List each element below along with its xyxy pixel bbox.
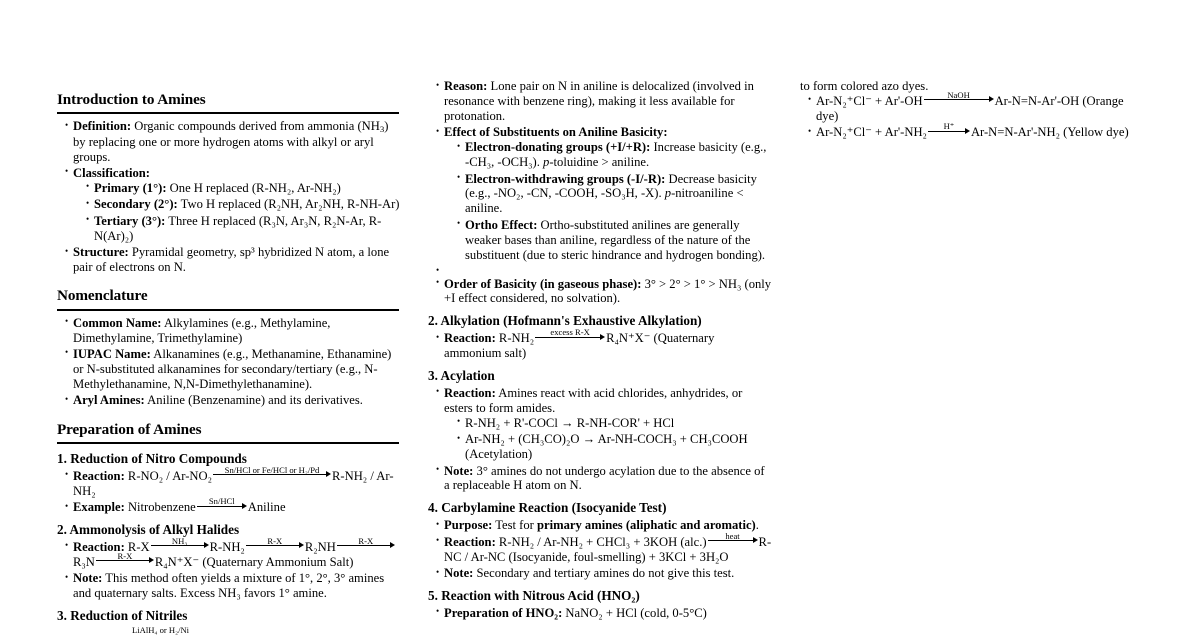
list-item-electron-withdrawing [457, 172, 773, 217]
reason-text: Lone pair on N in aniline is delocalized (involved in resonance with benzene ring), making it less available for protonation. [444, 79, 754, 123]
iupac-name-text: Alkanamines (e.g., Methanamine, Ethanamine) or N-substituted alkanamines for secondary/tertiary (e.g., N-Methylethanamine, N,N-Dimethylethanamine). [73, 346, 392, 391]
alkylation-list [428, 327, 773, 361]
reduction-nitro-list [57, 464, 401, 515]
tertiary-label: Tertiary (3°): [94, 213, 166, 228]
reaction-text: Amines react with acid chlorides, anhydrides, or esters to form amides. [444, 385, 743, 415]
reaction-step-3: R₃N [73, 554, 95, 569]
list-item-equation-1: • R-NH₂ + R'-COCl → R-NH-COR' + HCl [457, 416, 773, 431]
dye-reaction-arrow [928, 121, 970, 136]
list-item-purpose [436, 518, 773, 533]
section-heading-introduction: Introduction to Amines [57, 91, 206, 108]
purpose-text-end: . [755, 518, 759, 533]
common-name-text: Alkylamines (e.g., Methylamine, Dimethylamine, Trimethylamine) [73, 315, 331, 345]
reaction-label: Reaction: [444, 331, 496, 346]
list-item-tertiary [86, 214, 401, 244]
common-name-label: Common Name: [73, 315, 162, 330]
secondary-text: Two H replaced (R₂NH, Ar₂NH, R-NH-Ar) [177, 197, 400, 212]
carbylamine-list [428, 518, 773, 581]
section-heading-nomenclature: Nomenclature [57, 287, 148, 305]
list-item-orange-dye [808, 89, 1140, 124]
structure-text: Pyramidal geometry, sp³ hybridized N atom, a lone pair of electrons on N. [73, 245, 390, 274]
list-item-electron-donating [457, 140, 773, 170]
arrow-label: NaOH [947, 89, 970, 100]
reaction-arrow-1 [151, 535, 209, 551]
list-item-definition [65, 119, 401, 164]
arrow-label: R-X [267, 535, 283, 546]
reaction-arrow [535, 327, 605, 342]
definition-text-b: ) by replacing one or more hydrogen atoms with alkyl or aryl groups. [73, 119, 389, 164]
edg-italic-prefix: p [543, 155, 550, 170]
dye-product: Ar-N=N-Ar'-NH₂ (Yellow dye) [970, 125, 1129, 140]
arrow-shaft [535, 332, 605, 342]
dye-reaction-arrow [924, 89, 994, 105]
arrow-label: heat [725, 530, 740, 541]
reaction-reactant: R-NH₂ [498, 331, 535, 346]
reaction-arrow-4 [96, 550, 154, 566]
tertiary-text: Three H replaced (R₃N, Ar₃N, R₂N-Ar, R-N(Ar)₂) [94, 213, 382, 243]
list-item-structure [65, 245, 401, 275]
reaction-arrow [213, 464, 331, 480]
dye-reactant: Ar-N₂⁺Cl⁻ + Ar'-NH₂ [816, 125, 927, 140]
heading-rule [57, 309, 399, 311]
column-middle [428, 0, 773, 622]
classification-sublist [73, 181, 401, 244]
arrow-shaft [151, 541, 209, 551]
azo-dye-list [800, 89, 1140, 140]
ewg-text-b: -nitroaniline < aniline. [465, 186, 744, 216]
subheading-reduction-nitro: 1. Reduction of Nitro Compounds [57, 450, 247, 466]
list-item-note [436, 566, 773, 581]
reaction-step-4: R₄N⁺X⁻ (Quaternary Ammonium Salt) [154, 554, 354, 569]
list-item-preparation [436, 606, 773, 621]
arrow-shaft [96, 556, 154, 566]
acylation-equations [444, 416, 773, 462]
reaction-label: Reaction: [444, 534, 496, 549]
arrow-shaft [924, 95, 994, 105]
subheading-carbylamine: 4. Carbylamine Reaction (Isocyanide Test) [428, 500, 667, 516]
ortho-text: Ortho-substituted anilines are generally weaker bases than aniline, regardless of the nature of the substituent (due to steric hindrance and hydrogen bonding). [465, 217, 766, 262]
nomenclature-list [57, 316, 401, 409]
edg-text-a: Increase basicity (e.g., -CH₃, -OCH₃). [465, 140, 767, 170]
ammonolysis-list [57, 535, 401, 601]
reaction-step-1: R-NH₂ [209, 539, 245, 554]
list-item-iupac-name [65, 347, 401, 392]
nitrous-acid-list [428, 606, 773, 621]
aryl-amines-text: Aniline (Benzenamine) and its derivatives. [144, 393, 363, 408]
list-item-substituent-effect [436, 125, 773, 262]
definition-subscript: 3 [379, 124, 385, 135]
arrow-label: R-X [117, 550, 133, 561]
primary-text: One H replaced (R-NH₂, Ar-NH₂) [166, 180, 341, 195]
list-item-reaction [65, 535, 401, 570]
reaction-arrow-label: Sn/HCl or Fe/HCl or H₂/Pd [224, 464, 320, 475]
order-label: Order of Basicity (in gaseous phase): [444, 276, 642, 291]
iupac-name-label: IUPAC Name: [73, 346, 151, 361]
reason-label: Reason: [444, 79, 488, 93]
substituent-sublist [444, 140, 773, 262]
note-text: 3° amines do not undergo acylation due to the absence of a replaceable H atom on N. [444, 463, 765, 493]
list-item-yellow-dye [808, 121, 1140, 140]
list-item-reaction [65, 464, 401, 499]
section-heading-preparation: Preparation of Amines [57, 420, 202, 438]
introduction-list [57, 119, 401, 275]
purpose-text: Test for [492, 518, 537, 533]
arrow-shaft [337, 541, 395, 551]
reaction-arrow-2 [246, 535, 304, 551]
structure-label: Structure: [73, 245, 129, 260]
order-text: 3° > 2° > 1° > NH₃ (only +I effect considered, no solvation). [444, 276, 772, 306]
reaction-label: Reaction: [444, 385, 496, 400]
arrow-label: R-X [358, 535, 374, 546]
list-item-reaction [436, 530, 773, 565]
reaction-arrow-3 [337, 535, 395, 551]
reaction-step-2: R₂NH [304, 539, 336, 554]
reaction-step-0: R-X [127, 539, 150, 554]
reaction-label: Reaction: [73, 468, 125, 483]
list-item-note [65, 571, 401, 601]
ortho-label: Ortho Effect: [465, 217, 538, 232]
classification-label: Classification: [73, 165, 150, 180]
example-arrow-label: Sn/HCl [208, 496, 235, 506]
column-left [57, 0, 401, 636]
secondary-label: Secondary (2°): [94, 197, 178, 212]
reaction-product: R-NH₂ / Ar-NH₂ [73, 468, 394, 498]
arrow-shaft [928, 126, 970, 136]
subheading-reduction-nitriles: 3. Reduction of Nitriles [57, 608, 188, 624]
list-item-reason [436, 79, 773, 124]
list-item-primary [86, 181, 401, 196]
reaction-label: Reaction: [73, 539, 125, 554]
subheading-ammonolysis: 2. Ammonolysis of Alkyl Halides [57, 522, 240, 538]
dye-product: Ar-N=N-Ar'-OH (Orange dye) [816, 93, 1124, 123]
edg-text-b: -toluidine > aniline. [549, 155, 650, 170]
list-item-classification [65, 166, 401, 244]
reaction-arrow [708, 530, 758, 546]
list-item-common-name [65, 316, 401, 346]
subheading-nitrous-acid: 5. Reaction with Nitrous Acid (HNO₂) [428, 587, 640, 603]
subheading-acylation: 3. Acylation [428, 368, 495, 384]
list-item-secondary [86, 197, 401, 212]
reaction-product: R₄N⁺X⁻ (Quaternary ammonium salt) [444, 331, 715, 361]
reaction-reactant: R-NO₂ / Ar-NO₂ [127, 468, 213, 483]
dye-reactant: Ar-N₂⁺Cl⁻ + Ar'-OH [816, 93, 923, 108]
heading-rule [57, 112, 399, 114]
primary-label: Primary (1°): [94, 180, 167, 195]
example-reactant: Nitrobenzene [127, 500, 196, 515]
effect-label: Effect of Substituents on Aniline Basicity: [444, 125, 668, 140]
clipped-reaction-row [57, 626, 401, 636]
arrow-label: NH₃ [171, 535, 188, 546]
list-item-reaction [436, 327, 773, 361]
ewg-text-a: Decrease basicity (e.g., -NO₂, -CN, -COOH, -SO₃H, -X). [465, 171, 757, 201]
preparation-text: NaNO₂ + HCl (cold, 0-5°C) [562, 605, 707, 620]
example-label: Example: [73, 500, 125, 515]
azo-dye-intro-text: to form colored azo dyes. [800, 79, 929, 93]
list-item-ortho-effect [457, 218, 773, 263]
note-label: Note: [444, 463, 474, 478]
clipped-arrow-label: LiAlH₄ or H₂/Ni [132, 624, 190, 635]
note-label: Note: [73, 571, 103, 586]
ewg-italic-prefix: p [664, 186, 672, 201]
definition-text-a: Organic compounds derived from ammonia (NH [131, 119, 380, 134]
example-product: Aniline [247, 500, 286, 515]
column-right [800, 0, 1140, 142]
arrow-label: excess R-X [550, 327, 590, 338]
purpose-label: Purpose: [444, 518, 493, 533]
list-item-aryl-amines [65, 393, 401, 408]
list-item-order-of-basicity [436, 277, 773, 307]
acylation-list [428, 386, 773, 493]
arrow-label: H⁺ [943, 121, 955, 132]
edg-label: Electron-donating groups (+I/+R): [465, 140, 651, 155]
list-item-example [65, 496, 401, 515]
aryl-amines-label: Aryl Amines: [73, 393, 145, 408]
reaction-reactant: R-NH₂ / Ar-NH₂ + CHCl₃ + 3KOH (alc.) [498, 534, 707, 549]
arrow-shaft [213, 470, 331, 480]
purpose-bold-text: primary amines (aliphatic and aromatic) [537, 518, 756, 533]
heading-rule [57, 442, 399, 444]
note-text: This method often yields a mixture of 1°, 2°, 3° amines and quaternary salts. Excess NH₃ favors 1° amine. [73, 571, 385, 601]
definition-label: Definition: [73, 119, 132, 134]
reaction-product: R-NC / Ar-NC (Isocyanide, foul-smelling) + 3KCl + 3H₂O [444, 534, 772, 564]
note-label: Note: [444, 566, 474, 580]
ewg-label: Electron-withdrawing groups (-I/-R): [465, 171, 666, 186]
list-item-reaction [436, 386, 773, 462]
subheading-alkylation: 2. Alkylation (Hofmann's Exhaustive Alkylation) [428, 313, 702, 329]
note-text: Secondary and tertiary amines do not give this test. [473, 566, 735, 580]
basicity-list [428, 79, 773, 306]
arrow-shaft [246, 541, 304, 551]
example-arrow [197, 496, 247, 511]
list-item-equation-2: • Ar-NH₂ + (CH₃CO)₂O → Ar-NH-COCH₃ + CH₃COOH (Acetylation) [457, 432, 773, 462]
preparation-label: Preparation of HNO₂: [444, 605, 563, 620]
list-item-empty [436, 264, 773, 275]
arrow-shaft [197, 501, 247, 511]
list-item-note [436, 464, 773, 494]
arrow-shaft [708, 536, 758, 546]
